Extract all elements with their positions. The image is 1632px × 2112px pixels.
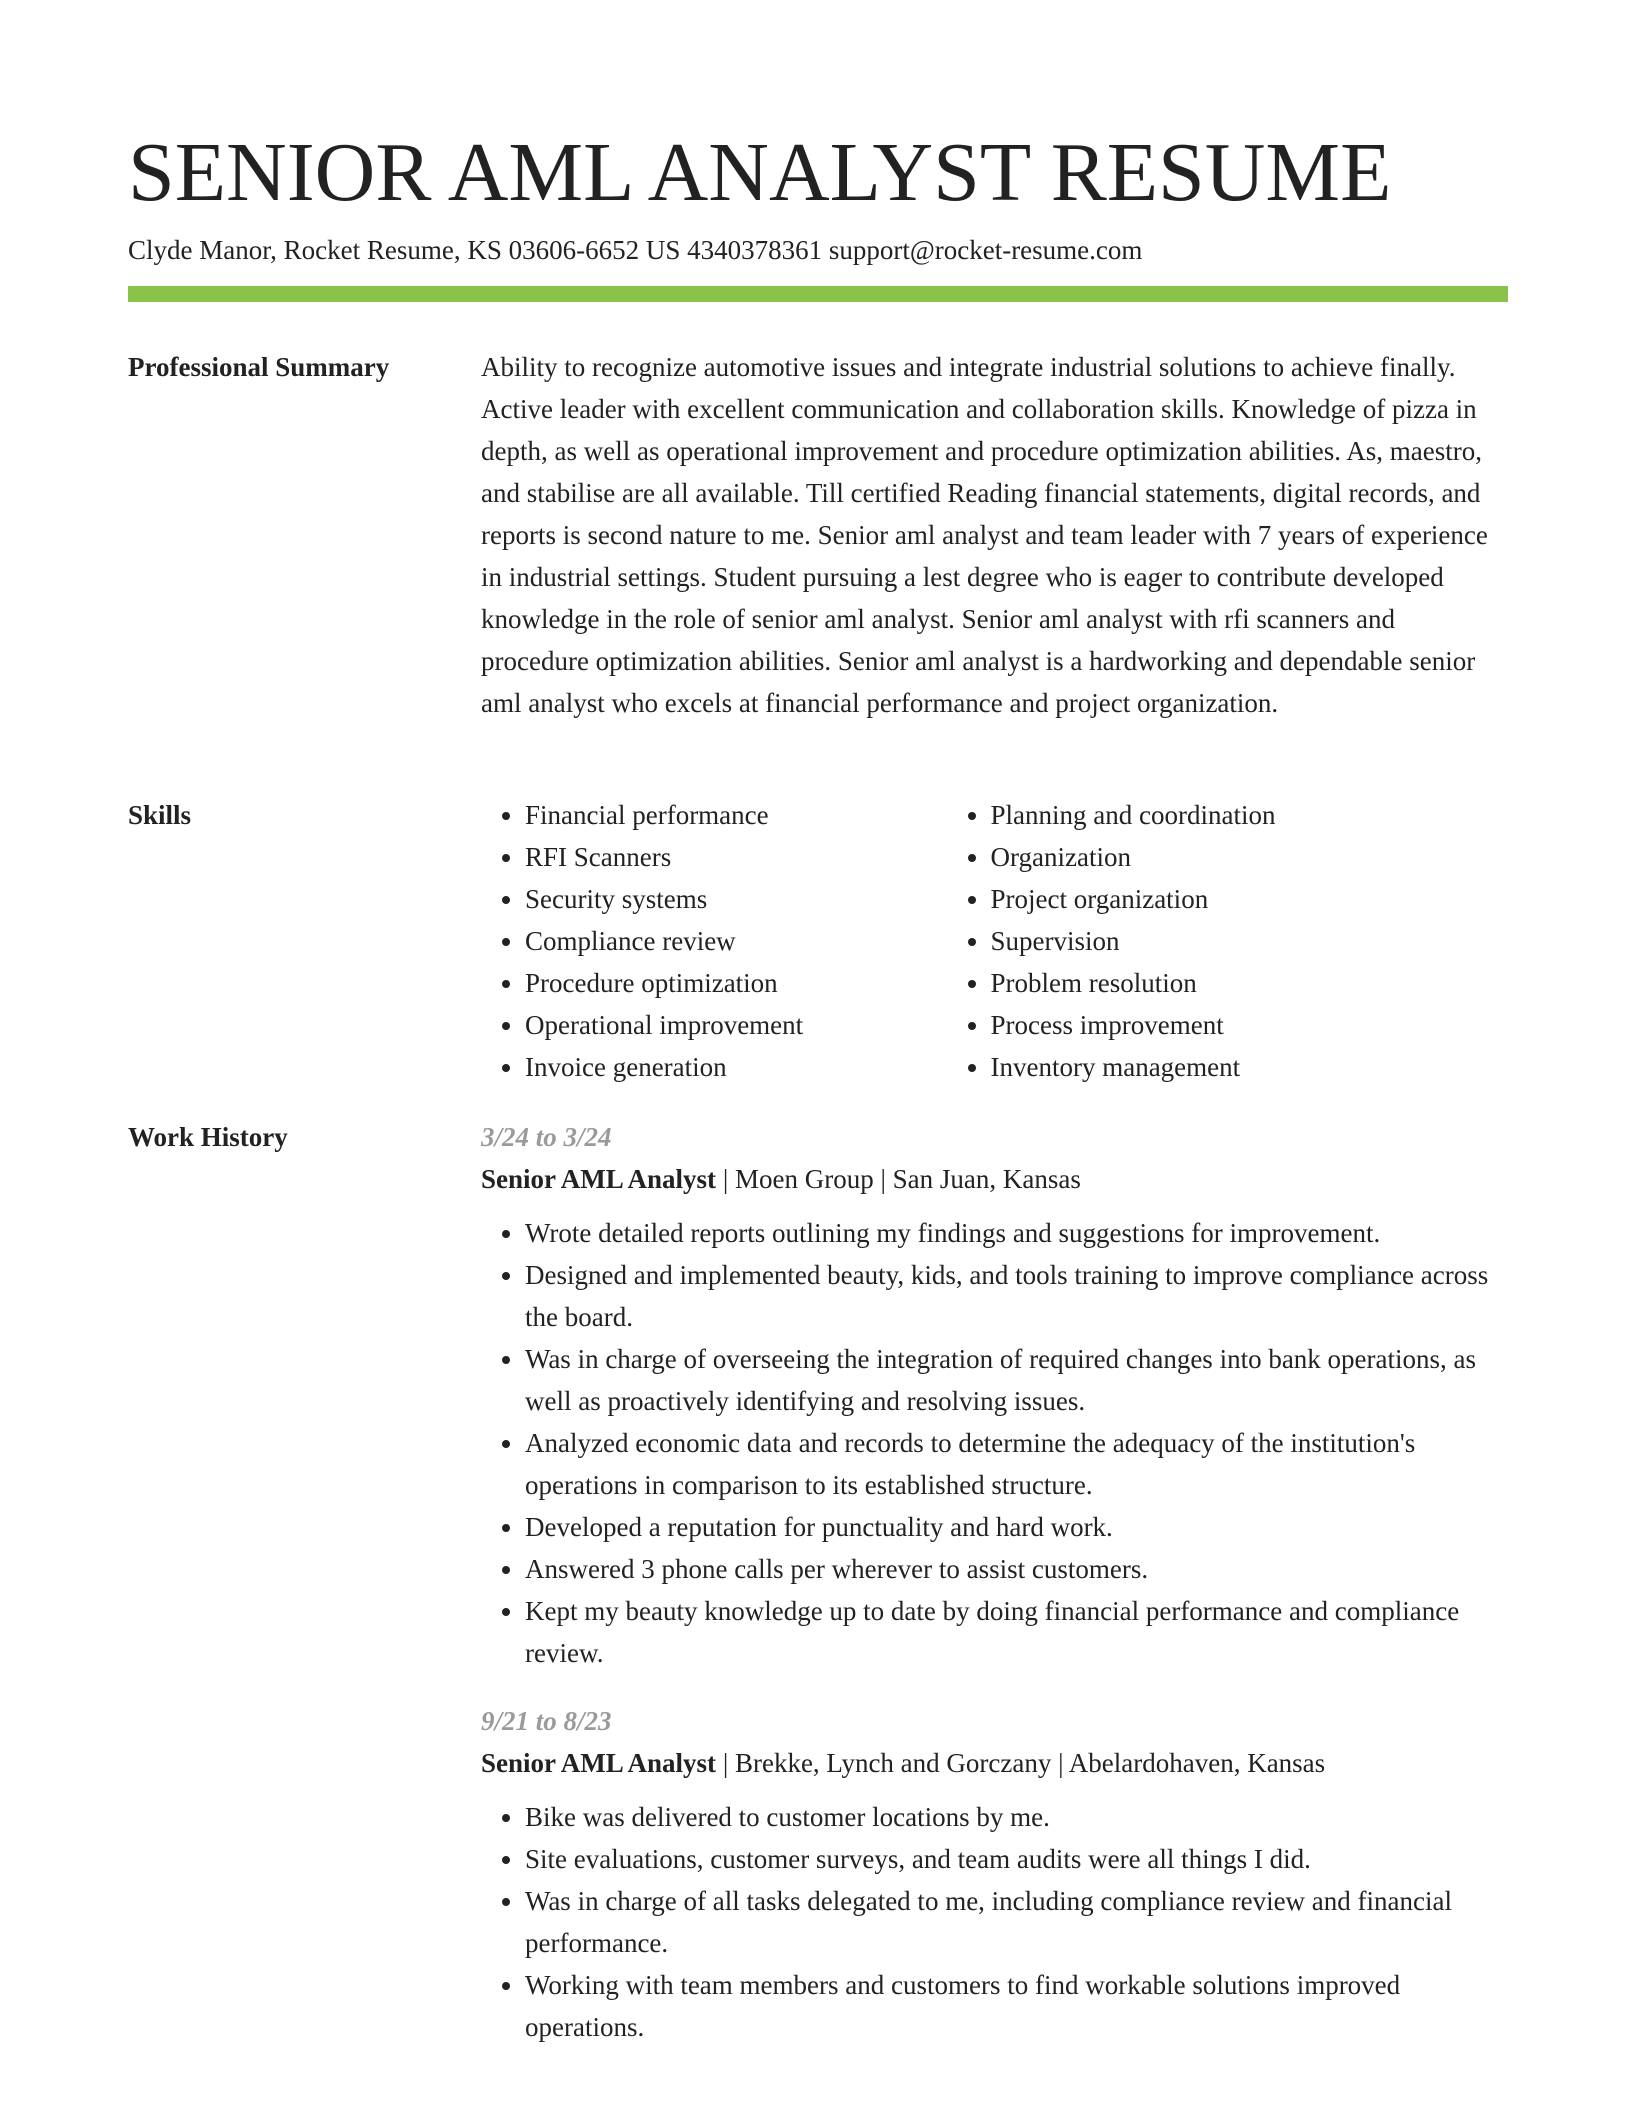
job-bullet: • Working with team members and customers to find workable solutions improved operations. <box>525 1964 1508 2048</box>
skill-item: • Organization <box>991 836 1509 878</box>
work-history-heading: Work History <box>128 1122 288 1152</box>
skills-body <box>481 794 1508 1088</box>
job-bullet: • Was in charge of overseeing the integration of required changes into bank operations, as well as proactively identifying and resolving issues. <box>525 1338 1508 1422</box>
job-bullet: • Kept my beauty knowledge up to date by doing financial performance and compliance review. <box>525 1590 1508 1674</box>
job-entry <box>481 1700 1508 2048</box>
job-bullet: • Answered 3 phone calls per wherever to assist customers. <box>525 1548 1508 1590</box>
job-title: Senior AML Analyst <box>481 1164 717 1194</box>
skills-columns <box>481 794 1508 1088</box>
skill-item: • Security systems <box>525 878 947 920</box>
skill-item: • Process improvement <box>991 1004 1509 1046</box>
skill-item: • Procedure optimization <box>525 962 947 1004</box>
skill-item: • Supervision <box>991 920 1509 962</box>
job-bullet-list <box>481 1212 1508 1674</box>
skill-item: • Compliance review <box>525 920 947 962</box>
job-dates: 9/21 to 8/23 <box>481 1706 612 1736</box>
skill-item: • Planning and coordination <box>991 794 1509 836</box>
contact-line: Clyde Manor, Rocket Resume, KS 03606-6652 US 4340378361 support@rocket-resume.com <box>128 235 1143 265</box>
skill-item: • Problem resolution <box>991 962 1509 1004</box>
job-header <box>481 1158 1508 1200</box>
skill-item: • Financial performance <box>525 794 947 836</box>
summary-heading: Professional Summary <box>128 352 390 382</box>
skills-heading: Skills <box>128 800 192 830</box>
job-bullet: • Was in charge of all tasks delegated to me, including compliance review and financial performance. <box>525 1880 1508 1964</box>
skill-item: • Project organization <box>991 878 1509 920</box>
skill-item: • Inventory management <box>991 1046 1509 1088</box>
skills-list-left <box>481 794 947 1088</box>
job-dates: 3/24 to 3/24 <box>481 1122 612 1152</box>
job-details: | Moen Group | San Juan, Kansas <box>716 1164 1081 1194</box>
skill-item: • Invoice generation <box>525 1046 947 1088</box>
skills-list-right <box>947 794 1509 1088</box>
job-entry <box>481 1116 1508 1674</box>
header-divider <box>128 286 1508 302</box>
job-bullet: • Bike was delivered to customer locations by me. <box>525 1796 1508 1838</box>
page-title: SENIOR AML ANALYST RESUME <box>128 126 1392 219</box>
job-title: Senior AML Analyst <box>481 1748 717 1778</box>
job-bullet: • Site evaluations, customer surveys, and team audits were all things I did. <box>525 1838 1508 1880</box>
skill-item: • RFI Scanners <box>525 836 947 878</box>
summary-text: Ability to recognize automotive issues and integrate industrial solutions to achieve finally. Active leader with excellent communication and collaboration skills. Knowledge of pizza in depth, as well as operational improvement and procedure optimization abilities. As, maestro, and stabilise are all available. Till certified Reading financial statements, digital records, and reports is second nature to me. Senior aml analyst and team leader with 7 years of experience in industrial settings. Student pursuing a lest degree who is eager to contribute developed knowledge in the role of senior aml analyst. Senior aml analyst with rfi scanners and procedure optimization abilities. Senior aml analyst is a hardworking and dependable senior aml analyst who excels at financial performance and project organization. <box>481 352 1488 718</box>
job-bullet-list <box>481 1796 1508 2048</box>
job-bullet: • Wrote detailed reports outlining my findings and suggestions for improvement. <box>525 1212 1508 1254</box>
job-details: | Brekke, Lynch and Gorczany | Abelardohaven, Kansas <box>716 1748 1326 1778</box>
work-history-body <box>481 1116 1508 2074</box>
job-bullet: • Analyzed economic data and records to determine the adequacy of the institution's operations in comparison to its established structure. <box>525 1422 1508 1506</box>
skill-item: • Operational improvement <box>525 1004 947 1046</box>
job-header <box>481 1742 1508 1784</box>
job-bullet: • Developed a reputation for punctuality and hard work. <box>525 1506 1508 1548</box>
summary-body <box>481 346 1508 724</box>
job-bullet: • Designed and implemented beauty, kids, and tools training to improve compliance across the board. <box>525 1254 1508 1338</box>
